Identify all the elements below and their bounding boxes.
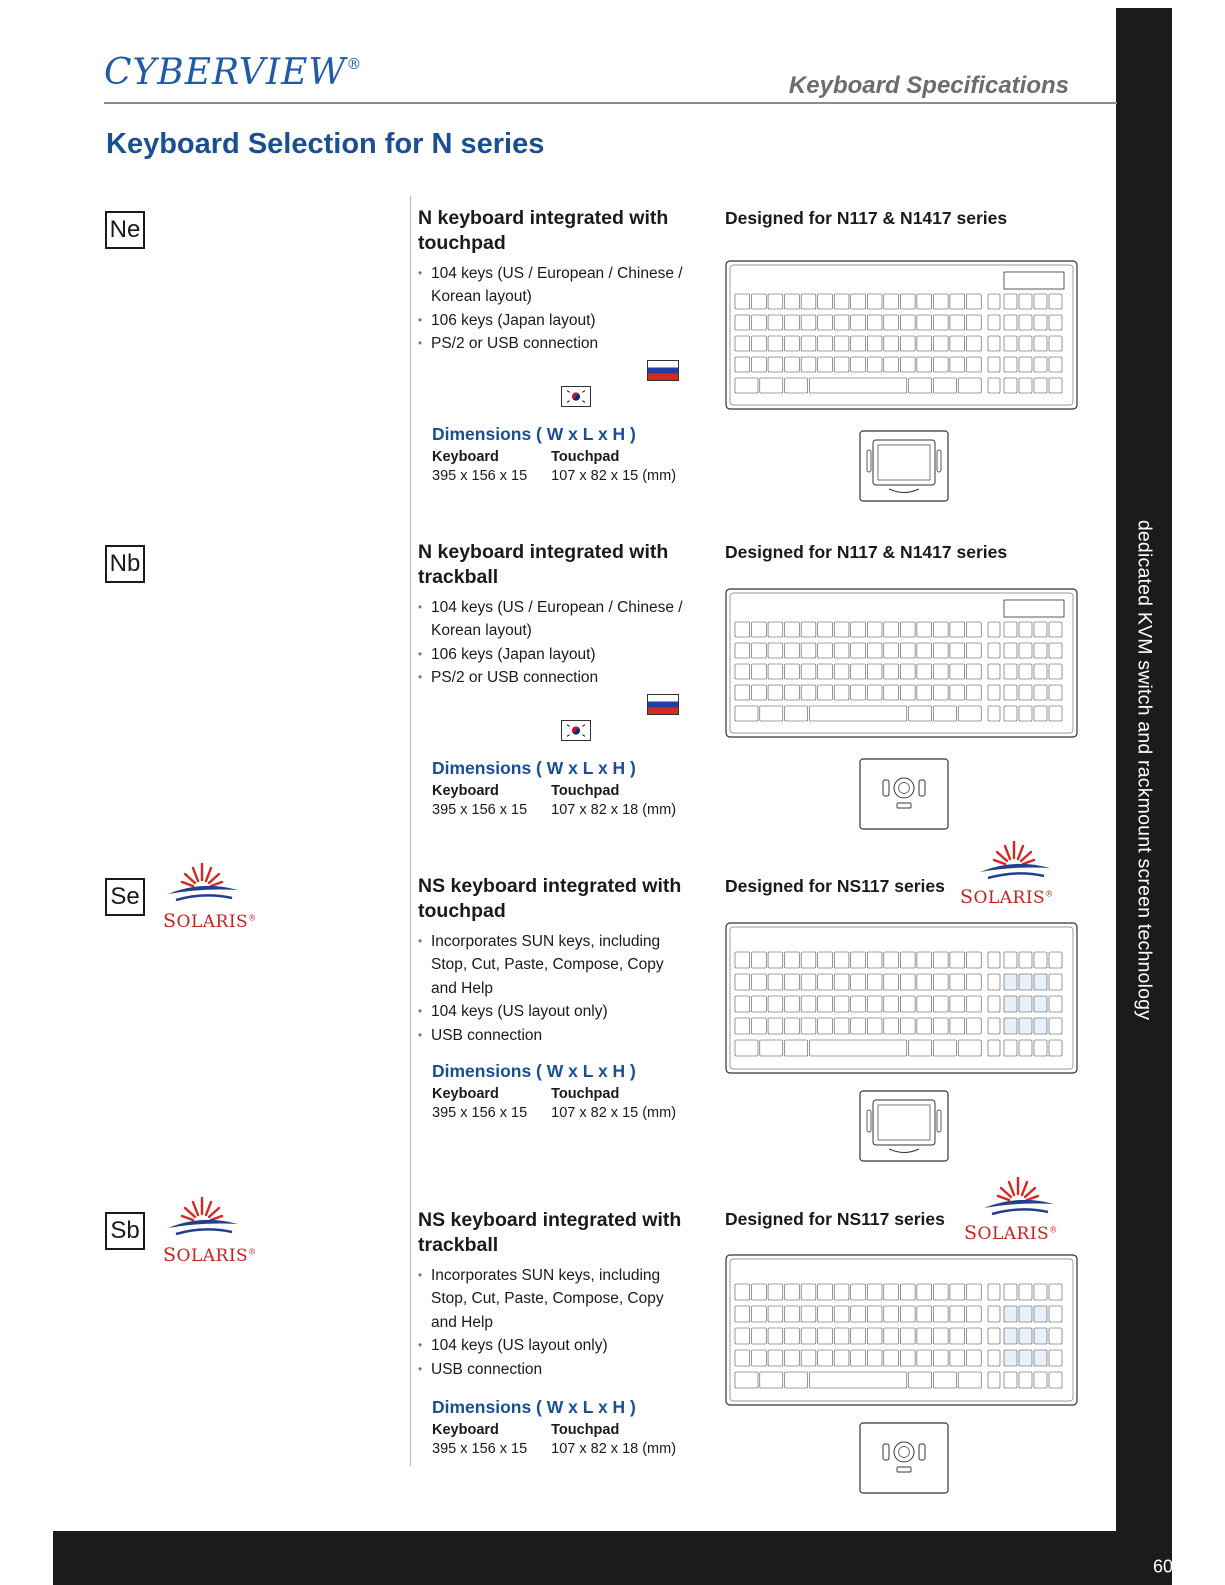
- column-divider: [410, 196, 411, 1466]
- dimensions-value-keyboard: 395 x 156 x 15: [432, 468, 528, 484]
- feature-list: [418, 596, 718, 690]
- solaris-sun-icon: [162, 1194, 242, 1249]
- feature-list: [418, 930, 718, 1047]
- solaris-reg: ®: [1045, 889, 1054, 899]
- feature-item: • 106 keys (Japan layout): [418, 309, 718, 332]
- dimensions-header-touchpad: Touchpad: [551, 449, 620, 465]
- sidebar-tagline: dedicated KVM switch and rackmount screen technology: [1133, 519, 1156, 1021]
- registered-mark: ®: [346, 55, 363, 73]
- feature-item: • 104 keys (US layout only): [418, 1000, 718, 1023]
- product-title-line2: touchpad: [418, 900, 506, 922]
- feature-item: • 104 keys (US / European / Chinese /: [418, 596, 718, 619]
- dimensions-value-touchpad: 107 x 82 x 18 (mm): [551, 1441, 677, 1457]
- product-title-line1: N keyboard integrated with: [418, 541, 669, 563]
- feature-item-continued: Stop, Cut, Paste, Compose, Copy: [431, 1290, 664, 1308]
- dimensions-table: [432, 449, 700, 484]
- cyberview-logo: [104, 52, 362, 93]
- designed-for-label: Designed for N117 & N1417 series: [725, 542, 1008, 562]
- page-title: Keyboard Selection for N series: [106, 128, 545, 160]
- touchpad-illustration: [859, 430, 949, 502]
- russia-flag-icon: [647, 694, 679, 715]
- dimensions-value-touchpad: 107 x 82 x 15 (mm): [551, 1105, 677, 1121]
- korea-flag-icon: [561, 386, 591, 407]
- feature-item: • Incorporates SUN keys, including: [418, 930, 718, 953]
- dimensions-header-keyboard: Keyboard: [432, 449, 499, 465]
- feature-item: • PS/2 or USB connection: [418, 666, 718, 689]
- dimensions-ne: [432, 424, 700, 484]
- product-title-line1: NS keyboard integrated with: [418, 875, 682, 897]
- feature-item: • 106 keys (Japan layout): [418, 643, 718, 666]
- dimensions-title: Dimensions ( W x L x H ): [432, 1061, 636, 1081]
- keyboard-illustration: [725, 260, 1078, 410]
- solaris-logo: [163, 1244, 257, 1266]
- solaris-reg: ®: [1049, 1225, 1058, 1235]
- dimensions-value-keyboard: 395 x 156 x 15: [432, 1105, 528, 1121]
- feature-list: [418, 262, 718, 356]
- product-title: [418, 874, 718, 924]
- keyboard-illustration: [725, 588, 1078, 738]
- dimensions-header-touchpad: Touchpad: [551, 1086, 620, 1102]
- trackball-illustration: [859, 1422, 949, 1494]
- solaris-sun-icon: [162, 860, 242, 915]
- dimensions-header-keyboard: Keyboard: [432, 783, 499, 799]
- header-divider: [104, 102, 1117, 104]
- product-title: [418, 206, 718, 256]
- feature-item: • PS/2 or USB connection: [418, 332, 718, 355]
- feature-item-continued: Korean layout): [431, 622, 532, 640]
- dimensions-table: [432, 1086, 700, 1121]
- solaris-sun-icon: [978, 1174, 1058, 1229]
- dimensions-nb: [432, 758, 700, 818]
- dimensions-title: Dimensions ( W x L x H ): [432, 1397, 636, 1417]
- feature-item-continued: and Help: [431, 979, 494, 997]
- solaris-logo: [163, 910, 257, 932]
- logo-text: CYBERVIEW: [104, 52, 347, 93]
- product-title-line2: touchpad: [418, 232, 506, 254]
- solaris-initial: S: [964, 1222, 978, 1244]
- product-ne: [418, 206, 718, 356]
- page-number: 60: [1152, 1556, 1173, 1577]
- dimensions-header-keyboard: Keyboard: [432, 1422, 499, 1438]
- trackball-illustration: [859, 758, 949, 830]
- dimensions-header-touchpad: Touchpad: [551, 783, 620, 799]
- dimensions-title: Dimensions ( W x L x H ): [432, 758, 636, 778]
- feature-item-continued: Korean layout): [431, 288, 532, 306]
- model-code-ne: Ne: [105, 211, 145, 249]
- product-sb: [418, 1208, 718, 1381]
- dimensions-title: Dimensions ( W x L x H ): [432, 424, 636, 444]
- feature-item-continued: and Help: [431, 1313, 494, 1331]
- solaris-rest: OLARIS: [176, 1246, 249, 1266]
- feature-item-continued: Stop, Cut, Paste, Compose, Copy: [431, 956, 664, 974]
- russia-flag-icon: [647, 360, 679, 381]
- product-title-line1: N keyboard integrated with: [418, 207, 669, 229]
- dimensions-table: [432, 1422, 700, 1457]
- solaris-reg: ®: [248, 1247, 257, 1257]
- product-nb: [418, 540, 718, 690]
- feature-item: • USB connection: [418, 1358, 718, 1381]
- feature-list: [418, 1264, 718, 1381]
- product-title-line2: trackball: [418, 1234, 499, 1256]
- feature-item: • Incorporates SUN keys, including: [418, 1264, 718, 1287]
- designed-for-label: Designed for NS117 series: [725, 1209, 945, 1229]
- solaris-rest: OLARIS: [176, 912, 249, 932]
- dimensions-value-touchpad: 107 x 82 x 15 (mm): [551, 468, 677, 484]
- product-title-line2: trackball: [418, 566, 499, 588]
- designed-for-label: Designed for N117 & N1417 series: [725, 208, 1008, 228]
- dimensions-header-touchpad: Touchpad: [551, 1422, 620, 1438]
- dimensions-value-touchpad: 107 x 82 x 18 (mm): [551, 802, 677, 818]
- sun-keyboard-illustration: [725, 1254, 1078, 1406]
- solaris-logo: [964, 1222, 1058, 1244]
- korea-flag-icon: [561, 720, 591, 741]
- product-title: [418, 540, 718, 590]
- section-title: Keyboard Specifications: [788, 72, 1069, 99]
- solaris-logo: [960, 886, 1054, 908]
- solaris-initial: S: [163, 910, 177, 932]
- product-se: [418, 874, 718, 1047]
- model-code-se: Se: [105, 878, 145, 916]
- solaris-rest: OLARIS: [973, 888, 1046, 908]
- solaris-reg: ®: [248, 913, 257, 923]
- dimensions-value-keyboard: 395 x 156 x 15: [432, 1441, 528, 1457]
- solaris-sun-icon: [974, 838, 1054, 893]
- feature-item: • USB connection: [418, 1024, 718, 1047]
- feature-item: • 104 keys (US layout only): [418, 1334, 718, 1357]
- model-code-sb: Sb: [105, 1212, 145, 1250]
- touchpad-illustration: [859, 1090, 949, 1162]
- dimensions-header-keyboard: Keyboard: [432, 1086, 499, 1102]
- footer-band: [53, 1531, 1172, 1585]
- solaris-rest: OLARIS: [977, 1224, 1050, 1244]
- dimensions-value-keyboard: 395 x 156 x 15: [432, 802, 528, 818]
- feature-item: • 104 keys (US / European / Chinese /: [418, 262, 718, 285]
- designed-for-label: Designed for NS117 series: [725, 876, 945, 896]
- solaris-initial: S: [163, 1244, 177, 1266]
- dimensions-sb: [432, 1397, 700, 1457]
- model-code-nb: Nb: [105, 545, 145, 583]
- product-title: [418, 1208, 718, 1258]
- dimensions-table: [432, 783, 700, 818]
- dimensions-se: [432, 1061, 700, 1121]
- solaris-initial: S: [960, 886, 974, 908]
- sun-keyboard-illustration: [725, 922, 1078, 1074]
- product-title-line1: NS keyboard integrated with: [418, 1209, 682, 1231]
